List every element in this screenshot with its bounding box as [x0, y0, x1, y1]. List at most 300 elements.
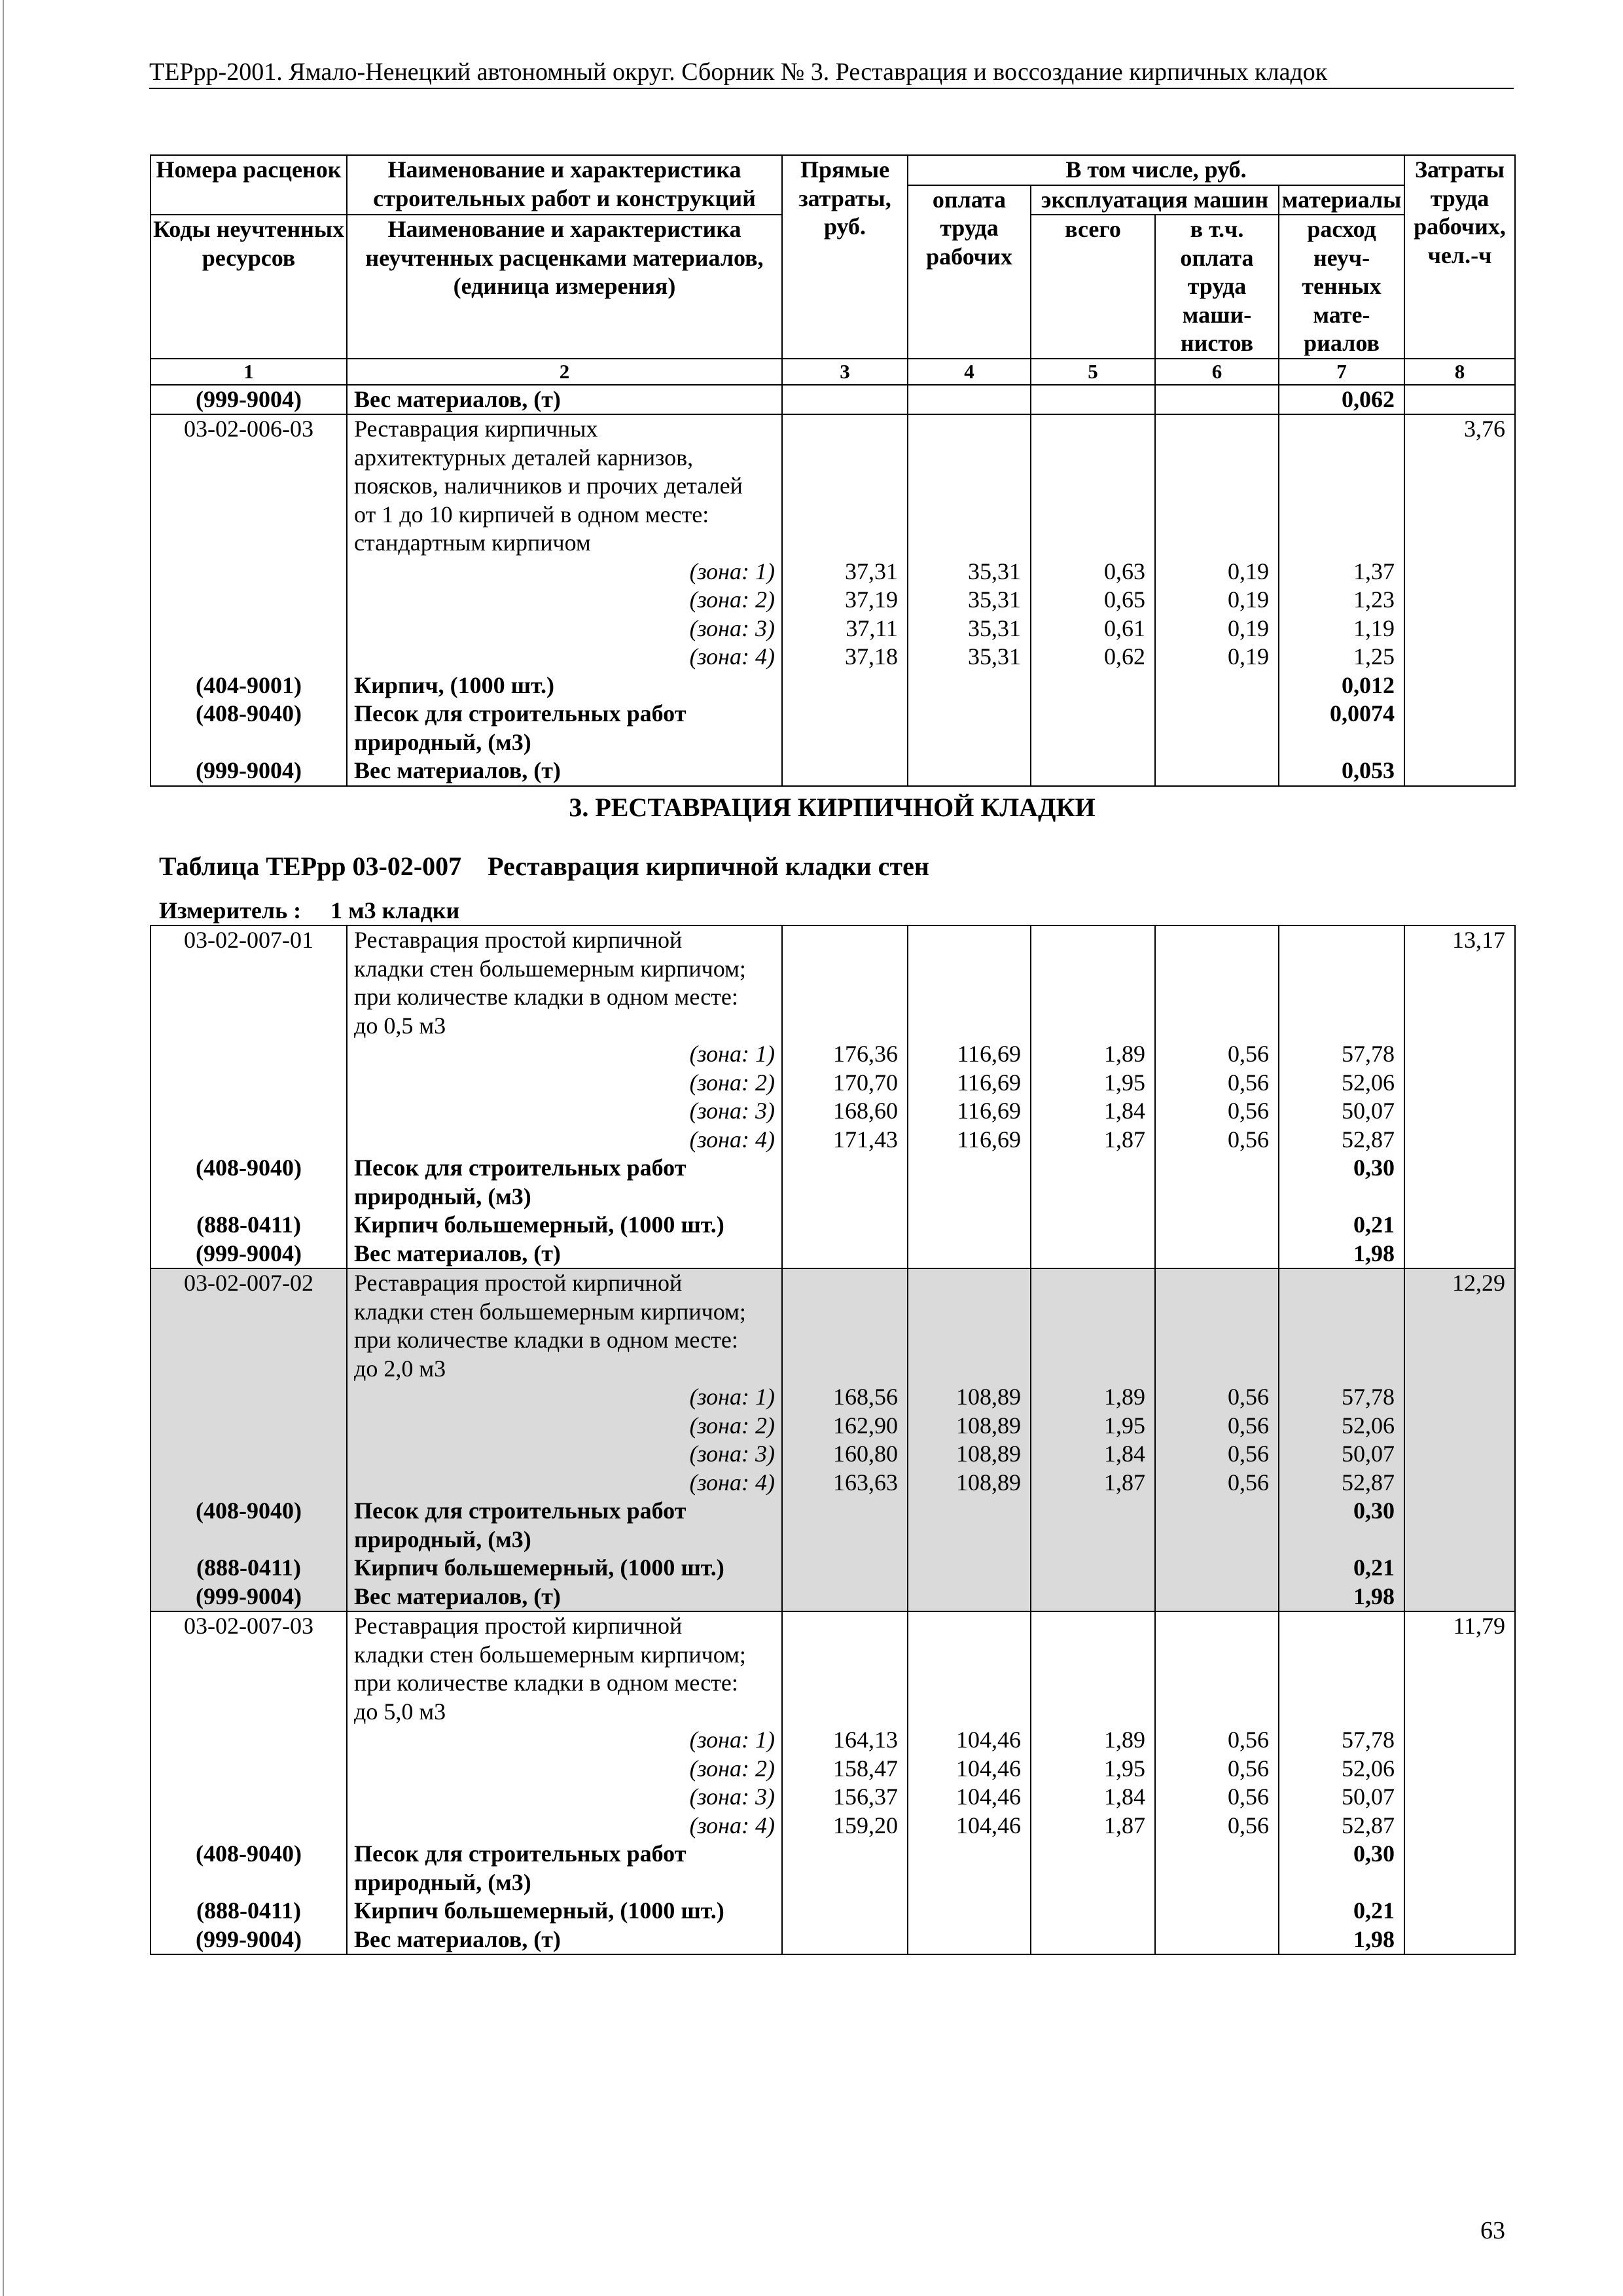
rate-description-line: до 2,0 м3 — [347, 1355, 782, 1384]
cell — [908, 414, 1031, 444]
cell — [1155, 501, 1279, 529]
resource-consumption: 0,30 — [1279, 1840, 1404, 1869]
zone-label: (зона: 1) — [347, 1383, 782, 1412]
cell — [1031, 1268, 1155, 1298]
cell — [1031, 672, 1155, 700]
cell — [1155, 1183, 1279, 1211]
measure-unit: Измеритель : 1 м3 кладки — [159, 897, 460, 924]
cell — [1031, 757, 1155, 786]
table-row — [151, 700, 1515, 728]
materials-value: 1,23 — [1279, 586, 1404, 615]
machine-total-value: 0,62 — [1031, 643, 1155, 672]
cell — [1031, 501, 1155, 529]
cell — [782, 1355, 908, 1384]
rate-description-line: поясков, наличников и прочих деталей — [347, 472, 782, 501]
header-machinist-pay: в т.ч. оплата труда маши- нистов — [1155, 215, 1279, 359]
cell — [1155, 1497, 1279, 1526]
table-row — [151, 1497, 1515, 1526]
column-number: 7 — [1279, 359, 1404, 385]
direct-costs-value: 156,37 — [782, 1783, 908, 1812]
direct-costs-value: 37,18 — [782, 643, 908, 672]
resource-name: природный, (м3) — [347, 1183, 782, 1211]
direct-costs-value: 170,70 — [782, 1069, 908, 1098]
table-row — [151, 983, 1515, 1012]
worker-pay-value: 108,89 — [908, 1412, 1031, 1441]
cell — [782, 700, 908, 728]
resource-name: природный, (м3) — [347, 1869, 782, 1897]
machine-total-value: 1,87 — [1031, 1469, 1155, 1498]
resource-code: (408-9040) — [151, 700, 347, 728]
machine-total-value: 1,95 — [1031, 1412, 1155, 1441]
cell — [1155, 1926, 1279, 1955]
zone-label: (зона: 2) — [347, 1069, 782, 1098]
table-row — [151, 558, 1515, 586]
cell — [1031, 529, 1155, 558]
header-labor: Затраты труда рабочих, чел.-ч — [1404, 155, 1515, 359]
column-number: 2 — [347, 359, 782, 385]
cell — [1404, 1926, 1515, 1955]
rate-description-line: Реставрация простой кирпичной — [347, 1268, 782, 1298]
resource-consumption: 0,053 — [1279, 757, 1404, 786]
cell — [908, 728, 1031, 757]
cell — [1031, 1840, 1155, 1869]
cell — [908, 1154, 1031, 1183]
cell — [1279, 955, 1404, 984]
machinist-pay-value: 0,19 — [1155, 643, 1279, 672]
cell — [1404, 1126, 1515, 1155]
rate-description-line: до 0,5 м3 — [347, 1012, 782, 1041]
rate-description-line: кладки стен большемерным кирпичом; — [347, 1298, 782, 1327]
zone-label: (зона: 4) — [347, 1469, 782, 1498]
direct-costs-value: 162,90 — [782, 1412, 908, 1441]
cell — [908, 1583, 1031, 1612]
cell — [1155, 1326, 1279, 1355]
resource-consumption: 0,012 — [1279, 672, 1404, 700]
table-row — [151, 1698, 1515, 1727]
cell — [1031, 1326, 1155, 1355]
rate-code — [151, 983, 347, 1012]
materials-value: 57,78 — [1279, 1040, 1404, 1069]
direct-costs-value: 168,60 — [782, 1097, 908, 1126]
cell — [1404, 385, 1515, 415]
resource-code: (888-0411) — [151, 1897, 347, 1926]
cell — [908, 1012, 1031, 1041]
rate-code — [151, 529, 347, 558]
header-machine-total: всего — [1031, 215, 1155, 359]
cell — [908, 1298, 1031, 1327]
rate-description-line: при количестве кладки в одном месте: — [347, 983, 782, 1012]
cell — [908, 501, 1031, 529]
machinist-pay-value: 0,56 — [1155, 1069, 1279, 1098]
labor-value — [1404, 955, 1515, 984]
cell — [782, 1554, 908, 1583]
rate-code — [151, 1669, 347, 1698]
cell — [151, 558, 347, 586]
cell — [782, 501, 908, 529]
rate-code — [151, 1641, 347, 1670]
machinist-pay-value: 0,19 — [1155, 615, 1279, 643]
resource-consumption: 1,98 — [1279, 1240, 1404, 1269]
column-number: 4 — [908, 359, 1031, 385]
table-row — [151, 1583, 1515, 1612]
cell — [908, 472, 1031, 501]
cell — [782, 925, 908, 955]
cell — [1155, 414, 1279, 444]
materials-value: 52,87 — [1279, 1126, 1404, 1155]
cell — [1031, 1583, 1155, 1612]
cell — [1031, 1526, 1155, 1554]
zone-label: (зона: 4) — [347, 1812, 782, 1840]
cell — [1155, 385, 1279, 415]
resource-consumption: 0,30 — [1279, 1154, 1404, 1183]
cell — [1031, 1240, 1155, 1269]
resource-code: (999-9004) — [151, 385, 347, 415]
cell — [151, 1383, 347, 1412]
labor-value — [1404, 1298, 1515, 1327]
cell — [1031, 1554, 1155, 1583]
cell — [782, 1268, 908, 1298]
table-row — [151, 1240, 1515, 1269]
machine-total-value: 1,89 — [1031, 1383, 1155, 1412]
cell — [1404, 615, 1515, 643]
header-materials: материалы — [1279, 185, 1404, 215]
direct-costs-value: 163,63 — [782, 1469, 908, 1498]
header-direct-costs: Прямые затраты, руб. — [782, 155, 908, 359]
rate-description-line: архитектурных деталей карнизов, — [347, 444, 782, 473]
cell — [1031, 1497, 1155, 1526]
materials-value: 52,06 — [1279, 1412, 1404, 1441]
cell — [1404, 1497, 1515, 1526]
cell — [151, 1440, 347, 1469]
cell — [908, 1183, 1031, 1211]
rate-code — [151, 1012, 347, 1041]
table-row — [151, 728, 1515, 757]
cell — [1155, 1355, 1279, 1384]
rate-description-line: от 1 до 10 кирпичей в одном месте: — [347, 501, 782, 529]
rate-code — [151, 1326, 347, 1355]
table-row — [151, 955, 1515, 984]
table-row — [151, 1298, 1515, 1327]
rate-description-line: до 5,0 м3 — [347, 1698, 782, 1727]
cell — [151, 1412, 347, 1441]
worker-pay-value: 116,69 — [908, 1069, 1031, 1098]
machinist-pay-value: 0,56 — [1155, 1440, 1279, 1469]
table-row — [151, 1355, 1515, 1384]
machine-total-value: 1,84 — [1031, 1440, 1155, 1469]
cell — [1404, 1812, 1515, 1840]
cell — [1031, 1355, 1155, 1384]
cell — [1155, 955, 1279, 984]
table-caption: Таблица ТЕРрр 03-02-007 Реставрация кирпичной кладки стен — [159, 852, 929, 881]
materials-value: 50,07 — [1279, 1440, 1404, 1469]
materials-value: 1,37 — [1279, 558, 1404, 586]
zone-label: (зона: 1) — [347, 1726, 782, 1755]
machine-total-value: 0,61 — [1031, 615, 1155, 643]
machinist-pay-value: 0,19 — [1155, 558, 1279, 586]
resource-consumption — [1279, 728, 1404, 757]
resource-name: Песок для строительных работ — [347, 700, 782, 728]
cell — [1155, 1211, 1279, 1240]
table-body-007 — [151, 925, 1515, 1954]
machinist-pay-value: 0,56 — [1155, 1383, 1279, 1412]
table-row — [151, 1440, 1515, 1469]
cell — [1031, 1298, 1155, 1327]
page-number: 63 — [1480, 2217, 1505, 2244]
worker-pay-value: 35,31 — [908, 586, 1031, 615]
labor-value — [1404, 1326, 1515, 1355]
column-number: 8 — [1404, 359, 1515, 385]
direct-costs-value: 37,19 — [782, 586, 908, 615]
cell — [1404, 1469, 1515, 1498]
direct-costs-value: 37,11 — [782, 615, 908, 643]
cell — [1155, 672, 1279, 700]
cell — [782, 1869, 908, 1897]
page-left-edge — [3, 0, 4, 2296]
resource-name: Вес материалов, (т) — [347, 1926, 782, 1955]
worker-pay-value: 104,46 — [908, 1812, 1031, 1840]
table-row — [151, 1012, 1515, 1041]
worker-pay-value: 104,46 — [908, 1726, 1031, 1755]
resource-code: (999-9004) — [151, 1926, 347, 1955]
worker-pay-value: 35,31 — [908, 558, 1031, 586]
zone-label: (зона: 3) — [347, 1783, 782, 1812]
cell — [1031, 1012, 1155, 1041]
cell — [151, 1126, 347, 1155]
cell — [1155, 529, 1279, 558]
cell — [1404, 1755, 1515, 1784]
table-row — [151, 1412, 1515, 1441]
cell — [908, 1698, 1031, 1727]
table-header — [151, 155, 1515, 385]
resource-consumption: 1,98 — [1279, 1926, 1404, 1955]
resource-consumption — [1279, 1183, 1404, 1211]
cell — [782, 472, 908, 501]
cell — [1404, 1069, 1515, 1098]
resource-code: (888-0411) — [151, 1211, 347, 1240]
rate-description-line: кладки стен большемерным кирпичом; — [347, 1641, 782, 1670]
cell — [1279, 925, 1404, 955]
table-row — [151, 1783, 1515, 1812]
cell — [151, 1812, 347, 1840]
cell — [1155, 1669, 1279, 1698]
cell — [1404, 1869, 1515, 1897]
table-row — [151, 1040, 1515, 1069]
cell — [1279, 1012, 1404, 1041]
table-row — [151, 1926, 1515, 1955]
resource-code — [151, 1183, 347, 1211]
cell — [782, 414, 908, 444]
cell — [1155, 1641, 1279, 1670]
worker-pay-value: 108,89 — [908, 1383, 1031, 1412]
table-row — [151, 472, 1515, 501]
cell — [908, 529, 1031, 558]
cell — [782, 1926, 908, 1955]
cell — [908, 757, 1031, 786]
materials-value: 50,07 — [1279, 1783, 1404, 1812]
machine-total-value: 1,89 — [1031, 1040, 1155, 1069]
worker-pay-value: 35,31 — [908, 615, 1031, 643]
zone-label: (зона: 3) — [347, 1097, 782, 1126]
materials-value: 1,19 — [1279, 615, 1404, 643]
materials-value: 52,06 — [1279, 1069, 1404, 1098]
resource-name: Кирпич большемерный, (1000 шт.) — [347, 1211, 782, 1240]
cell — [151, 1783, 347, 1812]
cell — [782, 1526, 908, 1554]
cell — [1279, 1611, 1404, 1641]
cell — [1031, 444, 1155, 473]
zone-label: (зона: 1) — [347, 1040, 782, 1069]
table-row — [151, 529, 1515, 558]
resource-code: (888-0411) — [151, 1554, 347, 1583]
cell — [1404, 1783, 1515, 1812]
table-row — [151, 1154, 1515, 1183]
labor-value — [1404, 1698, 1515, 1727]
header-material-name: Наименование и характеристика неучтенных расценками материалов, (единица измерения) — [347, 215, 782, 359]
resource-consumption — [1279, 1869, 1404, 1897]
table-row — [151, 444, 1515, 473]
table-row — [151, 1755, 1515, 1784]
cell — [782, 672, 908, 700]
cell — [782, 1298, 908, 1327]
materials-value: 1,25 — [1279, 643, 1404, 672]
cell — [782, 1641, 908, 1670]
table-row — [151, 1812, 1515, 1840]
cell — [1279, 1698, 1404, 1727]
header-machine-ops: эксплуатация машин — [1031, 185, 1279, 215]
cell — [1404, 1040, 1515, 1069]
labor-value — [1404, 529, 1515, 558]
table-row — [151, 1326, 1515, 1355]
resource-consumption: 0,0074 — [1279, 700, 1404, 728]
cell — [1155, 1298, 1279, 1327]
resource-code: (408-9040) — [151, 1840, 347, 1869]
header-work-name: Наименование и характеристика строительных работ и конструкций — [347, 155, 782, 215]
cell — [1279, 444, 1404, 473]
cell — [1155, 444, 1279, 473]
rate-code — [151, 444, 347, 473]
cell — [1031, 1897, 1155, 1926]
table-row — [151, 643, 1515, 672]
cell — [1031, 414, 1155, 444]
cell — [1404, 757, 1515, 786]
resource-name: Кирпич большемерный, (1000 шт.) — [347, 1554, 782, 1583]
rate-description-line: Реставрация простой кирпичной — [347, 925, 782, 955]
labor-value — [1404, 983, 1515, 1012]
cell — [1279, 1355, 1404, 1384]
cell — [1279, 1641, 1404, 1670]
labor-value — [1404, 1641, 1515, 1670]
rate-code: 03-02-007-03 — [151, 1611, 347, 1641]
labor-value — [1404, 1012, 1515, 1041]
running-header: ТЕРрр-2001. Ямало-Ненецкий автономный округ. Сборник № 3. Реставрация и воссоздание кирпичных кладок — [149, 56, 1514, 89]
cell — [1279, 1268, 1404, 1298]
machine-total-value: 1,95 — [1031, 1069, 1155, 1098]
cell — [1404, 558, 1515, 586]
section-title: 3. РЕСТАВРАЦИЯ КИРПИЧНОЙ КЛАДКИ — [569, 793, 1096, 822]
worker-pay-value: 108,89 — [908, 1440, 1031, 1469]
rate-description-line: Реставрация кирпичных — [347, 414, 782, 444]
labor-value: 11,79 — [1404, 1611, 1515, 1641]
machinist-pay-value: 0,56 — [1155, 1040, 1279, 1069]
cell — [1155, 757, 1279, 786]
resource-consumption: 0,30 — [1279, 1497, 1404, 1526]
cell — [1279, 1326, 1404, 1355]
cell — [1031, 1669, 1155, 1698]
cell — [1155, 1840, 1279, 1869]
cell — [1279, 983, 1404, 1012]
worker-pay-value: 104,46 — [908, 1755, 1031, 1784]
rates-table-top — [150, 154, 1516, 787]
cell — [1155, 1526, 1279, 1554]
cell — [1404, 1726, 1515, 1755]
cell — [1155, 925, 1279, 955]
column-number: 1 — [151, 359, 347, 385]
cell — [782, 1897, 908, 1926]
machinist-pay-value: 0,19 — [1155, 586, 1279, 615]
materials-value: 52,87 — [1279, 1469, 1404, 1498]
cell — [1404, 1840, 1515, 1869]
resource-name: Кирпич, (1000 шт.) — [347, 672, 782, 700]
table-row — [151, 615, 1515, 643]
rates-table-007 — [150, 925, 1516, 1955]
table-row — [151, 1383, 1515, 1412]
table-row — [151, 1669, 1515, 1698]
cell — [782, 1326, 908, 1355]
resource-code: (408-9040) — [151, 1154, 347, 1183]
cell — [151, 586, 347, 615]
table-row — [151, 1641, 1515, 1670]
direct-costs-value: 37,31 — [782, 558, 908, 586]
labor-value — [1404, 1355, 1515, 1384]
cell — [1155, 983, 1279, 1012]
labor-value — [1404, 472, 1515, 501]
cell — [1031, 1926, 1155, 1955]
cell — [908, 1897, 1031, 1926]
labor-value — [1404, 444, 1515, 473]
cell — [1404, 1211, 1515, 1240]
table-body-top — [151, 385, 1515, 786]
cell — [1155, 1698, 1279, 1727]
cell — [782, 444, 908, 473]
cell — [1031, 1154, 1155, 1183]
cell — [1031, 385, 1155, 415]
cell — [782, 1669, 908, 1698]
cell — [782, 1240, 908, 1269]
cell — [1031, 1611, 1155, 1641]
machine-total-value: 0,65 — [1031, 586, 1155, 615]
resource-consumption: 0,21 — [1279, 1211, 1404, 1240]
resource-consumption: 0,062 — [1279, 385, 1404, 415]
cell — [1155, 1268, 1279, 1298]
cell — [782, 955, 908, 984]
column-number: 3 — [782, 359, 908, 385]
cell — [1031, 472, 1155, 501]
resource-consumption — [1279, 1526, 1404, 1554]
cell — [1404, 728, 1515, 757]
rate-description-line: при количестве кладки в одном месте: — [347, 1326, 782, 1355]
machinist-pay-value: 0,56 — [1155, 1726, 1279, 1755]
table-row — [151, 1840, 1515, 1869]
labor-value: 13,17 — [1404, 925, 1515, 955]
direct-costs-value: 160,80 — [782, 1440, 908, 1469]
cell — [1404, 1240, 1515, 1269]
cell — [151, 1097, 347, 1126]
cell — [908, 983, 1031, 1012]
resource-consumption: 0,21 — [1279, 1554, 1404, 1583]
resource-name: природный, (м3) — [347, 728, 782, 757]
machinist-pay-value: 0,56 — [1155, 1755, 1279, 1784]
resource-name: природный, (м3) — [347, 1526, 782, 1554]
